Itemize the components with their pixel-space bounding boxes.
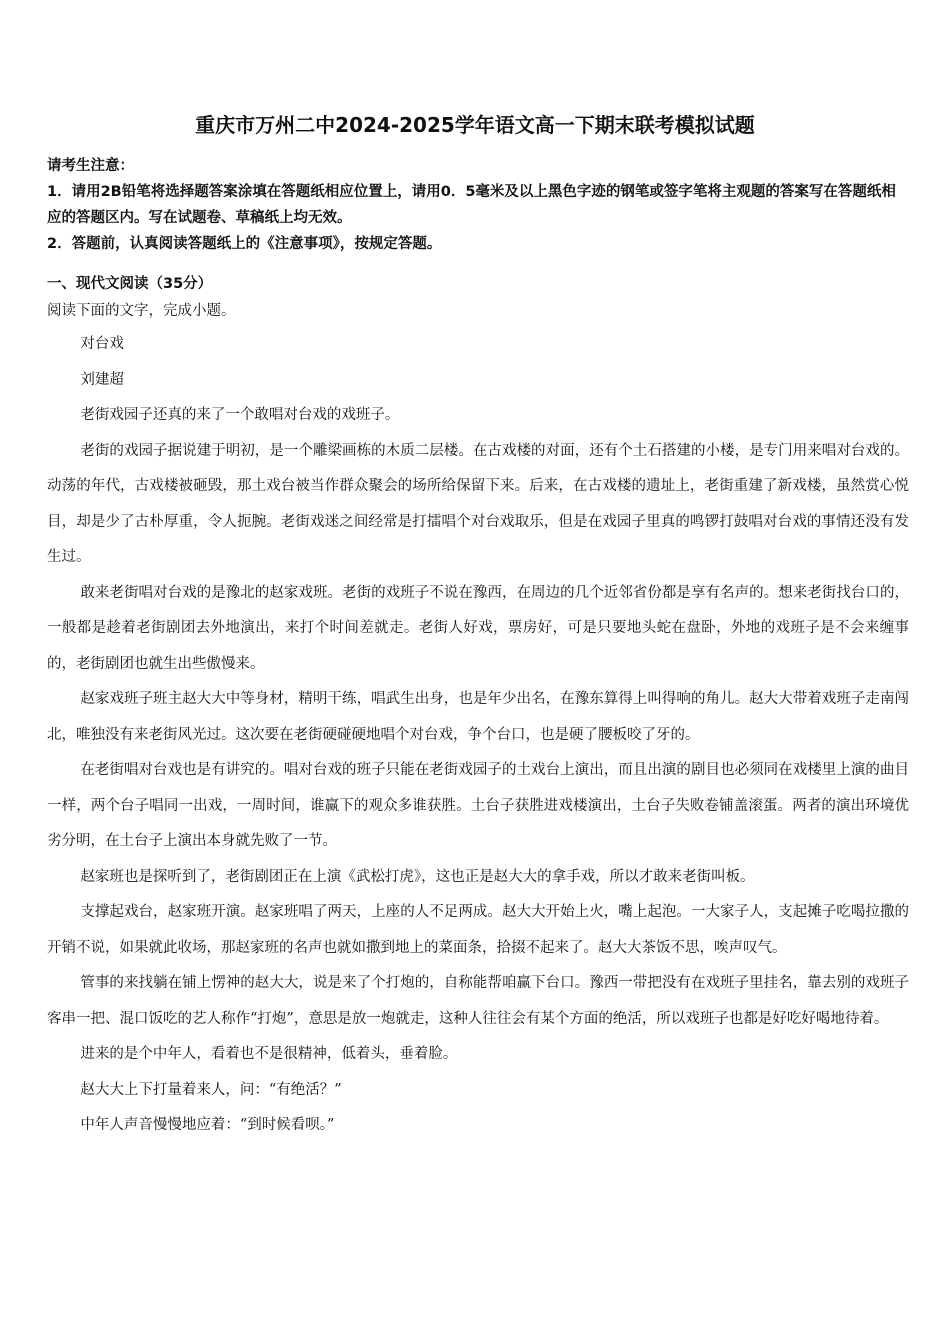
section-heading: 一、现代文阅读（35分）	[47, 276, 213, 292]
section-instruction: 阅读下面的文字，完成小题。	[47, 303, 236, 319]
article-body	[47, 327, 909, 1144]
article-paragraph: 赵家班也是探听到了，老街剧团正在上演《武松打虎》，这也正是赵大大的拿手戏，所以才敢来老街叫板。	[80, 868, 755, 885]
article-paragraph: 敢来老街唱对台戏的是豫北的赵家戏班。老街的戏班子不说在豫西，在周边的几个近邻省份都是享有名声的。想来老街找台口的，一般都是趁着老街剧团去外地演出，来打个时间差就走。老街人好戏，票房好，可是只要地头蛇在盘卧，外地的戏班子是不会来缠事的，老街剧团也就生出些傲慢来。	[47, 584, 909, 672]
article-paragraph: 支撑起戏台，赵家班开演。赵家班唱了两天，上座的人不足两成。赵大大开始上火，嘴上起泡。一大家子人，支起摊子吃喝拉撒的开销不说，如果就此收场，那赵家班的名声也就如撒到地上的菜面条，拾掇不起来了。赵大大茶饭不思，唉声叹气。	[47, 904, 909, 956]
article-paragraph: 中年人声音慢慢地应着：“到时候看呗。”	[80, 1117, 335, 1133]
article-paragraph: 赵大大上下打量着来人，问：“有绝活？”	[80, 1081, 342, 1098]
article-paragraph: 管事的来找躺在铺上愣神的赵大大，说是来了个打炮的，自称能帮咱赢下台口。豫西一带把没有在戏班子里挂名，靠去别的戏班子客串一把、混口饭吃的艺人称作“打炮”，意思是放一炮就走，这种人往往会有某个方面的绝活，所以戏班子也都是好吃好喝地待着。	[47, 975, 909, 1027]
article-paragraph: 老街的戏园子据说建于明初，是一个雕梁画栋的木质二层楼。在古戏楼的对面，还有个土石搭建的小楼，是专门用来唱对台戏的。动荡的年代，古戏楼被砸毁，那土戏台被当作群众聚会的场所给保留下来。后来，在古戏楼的遗址上，老街重建了新戏楼，虽然赏心悦目，却是少了古朴厚重，令人扼腕。老街戏迷之间经常是打擂唱个对台戏取乐，但是在戏园子里真的鸣锣打鼓唱对台戏的事情还没有发生过。	[47, 442, 909, 565]
article-author: 刘建超	[80, 371, 124, 388]
exam-notice	[47, 153, 907, 257]
article-paragraph: 赵家戏班子班主赵大大中等身材，精明干练，唱武生出身，也是年少出名，在豫东算得上叫得响的角儿。赵大大带着戏班子走南闯北，唯独没有来老街风光过。这次要在老街硬碰硬地唱个对台戏，争个台口，也是硬了腰板咬了牙的。	[47, 691, 909, 743]
article-title: 对台戏	[80, 336, 124, 352]
notice-item: 1．请用2B铅笔将选择题答案涂填在答题纸相应位置上，请用0．5毫米及以上黑色字迹的钢笔或签字笔将主观题的答案写在答题纸相应的答题区内。写在试题卷、草稿纸上均无效。	[47, 184, 896, 226]
notice-heading: 请考生注意：	[47, 158, 134, 174]
notice-item: 2．答题前，认真阅读答题纸上的《注意事项》，按规定答题。	[47, 236, 442, 252]
article-paragraph: 老街戏园子还真的来了一个敢唱对台戏的戏班子。	[80, 407, 400, 423]
article-paragraph: 在老街唱对台戏也是有讲究的。唱对台戏的班子只能在老街戏园子的土戏台上演出，而且出演的剧目也必须同在戏楼里上演的曲目一样，两个台子唱同一出戏，一周时间，谁赢下的观众多谁获胜。土台子获胜进戏楼演出，土台子失败卷铺盖滚蛋。两者的演出环境优劣分明，在土台子上演出本身就先败了一节。	[47, 762, 909, 849]
article-paragraph: 进来的是个中年人，看着也不是很精神，低着头，垂着脸。	[80, 1046, 458, 1062]
exam-title: 重庆市万州二中2024-2025学年语文高一下期末联考模拟试题	[195, 113, 755, 137]
